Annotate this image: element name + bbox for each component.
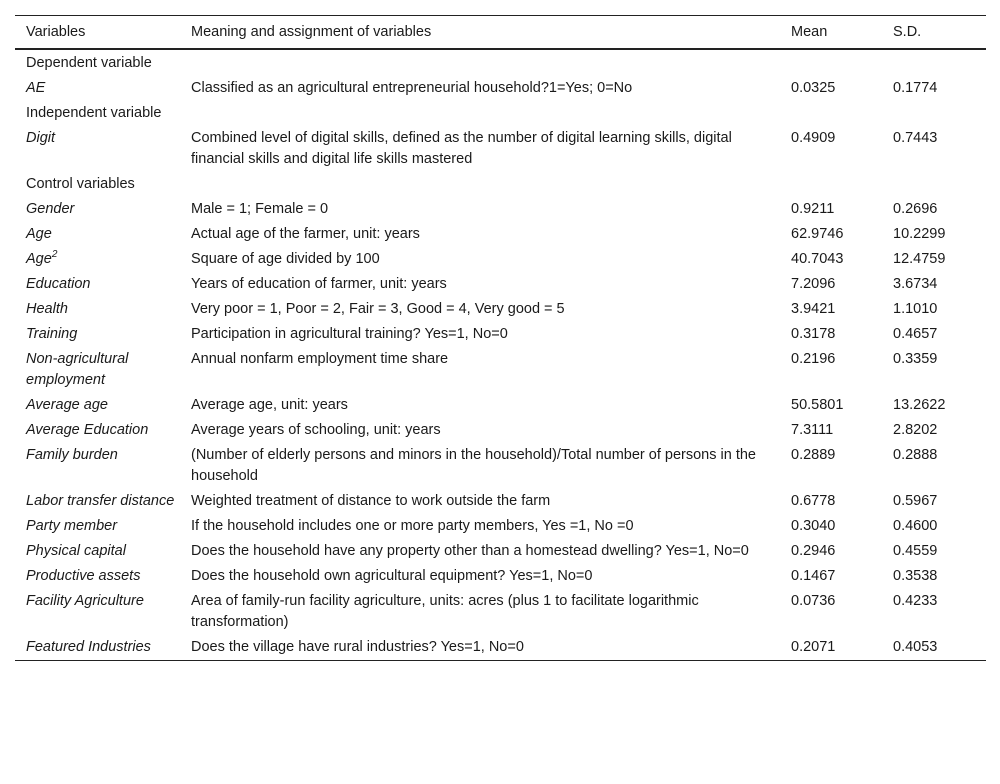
table-body bbox=[15, 49, 986, 661]
variable-name bbox=[15, 635, 180, 661]
section-row bbox=[15, 172, 986, 197]
header-row bbox=[15, 16, 986, 50]
table-row bbox=[15, 489, 986, 514]
cell-meaning: Average years of schooling, unit: years bbox=[191, 422, 441, 438]
variable-name-text: Control variables bbox=[26, 176, 135, 192]
cell-meaning: Does the household have any property other than a homestead dwelling? Yes=1, No=0 bbox=[191, 543, 749, 559]
variable-name bbox=[15, 272, 180, 297]
cell-sd: 0.4233 bbox=[893, 593, 938, 609]
cell-mean: 0.2071 bbox=[791, 639, 836, 655]
cell-mean bbox=[780, 172, 882, 197]
variable-name-text: Average age bbox=[26, 397, 108, 413]
variable-name-text: Physical capital bbox=[26, 543, 126, 559]
cell-meaning: (Number of elderly persons and minors in the household)/Total number of persons in the household bbox=[191, 447, 756, 484]
table-row bbox=[15, 347, 986, 393]
variable-name-text: Non-agricultural employment bbox=[26, 351, 129, 388]
cell-mean: 0.0736 bbox=[791, 593, 836, 609]
cell-sd: 10.2299 bbox=[893, 226, 946, 242]
cell-sd: 0.7443 bbox=[893, 130, 938, 146]
cell-sd: 0.5967 bbox=[893, 493, 938, 509]
cell-meaning: Actual age of the farmer, unit: years bbox=[191, 226, 420, 242]
cell-meaning: Square of age divided by 100 bbox=[191, 251, 380, 267]
variable-name-text: Facility Agriculture bbox=[26, 593, 144, 609]
section-label bbox=[15, 172, 180, 197]
variable-name-text: Productive assets bbox=[26, 568, 141, 584]
table-row bbox=[15, 393, 986, 418]
cell-sd: 0.2888 bbox=[893, 447, 938, 463]
table-row bbox=[15, 76, 986, 101]
variable-name bbox=[15, 197, 180, 222]
cell-meaning: Years of education of farmer, unit: years bbox=[191, 276, 447, 292]
table-row bbox=[15, 322, 986, 347]
superscript: 2 bbox=[51, 249, 58, 261]
cell-mean: 0.2889 bbox=[791, 447, 836, 463]
cell-sd: 3.6734 bbox=[893, 276, 938, 292]
cell-sd bbox=[882, 49, 986, 76]
cell-mean: 0.2946 bbox=[791, 543, 836, 559]
variable-name-text: Featured Industries bbox=[26, 639, 151, 655]
variable-name-text: Age bbox=[26, 226, 52, 242]
table-row bbox=[15, 247, 986, 272]
variable-name bbox=[15, 418, 180, 443]
variable-name bbox=[15, 589, 180, 635]
variable-name bbox=[15, 126, 180, 172]
variable-name-text: Labor transfer distance bbox=[26, 493, 175, 509]
table-row bbox=[15, 635, 986, 661]
variable-name-text: Family burden bbox=[26, 447, 118, 463]
variable-name-text: Average Education bbox=[26, 422, 149, 438]
variable-name bbox=[15, 297, 180, 322]
cell-sd: 0.4053 bbox=[893, 639, 938, 655]
variable-name bbox=[15, 247, 180, 272]
cell-mean: 0.9211 bbox=[791, 201, 835, 217]
cell-mean bbox=[780, 101, 882, 126]
cell-meaning: Annual nonfarm employment time share bbox=[191, 351, 449, 367]
section-row bbox=[15, 49, 986, 76]
cell-sd: 0.3538 bbox=[893, 568, 938, 584]
cell-sd: 0.4600 bbox=[893, 518, 938, 534]
variable-name-text: Party member bbox=[26, 518, 118, 534]
cell-sd: 0.1774 bbox=[893, 80, 938, 96]
table-row bbox=[15, 564, 986, 589]
cell-mean: 3.9421 bbox=[791, 301, 836, 317]
cell-meaning: If the household includes one or more party members, Yes =1, No =0 bbox=[191, 518, 634, 534]
cell-mean: 0.2196 bbox=[791, 351, 836, 367]
variable-name bbox=[15, 322, 180, 347]
cell-meaning: Classified as an agricultural entrepreneurial household?1=Yes; 0=No bbox=[191, 80, 633, 96]
cell-meaning bbox=[180, 172, 780, 197]
cell-sd bbox=[882, 172, 986, 197]
section-label bbox=[15, 101, 180, 126]
table-row bbox=[15, 126, 986, 172]
header-variables: Variables bbox=[26, 24, 86, 40]
section-label bbox=[15, 49, 180, 76]
variable-name-text: Training bbox=[26, 326, 78, 342]
cell-mean: 50.5801 bbox=[791, 397, 844, 413]
cell-mean bbox=[780, 49, 882, 76]
table-row bbox=[15, 539, 986, 564]
variable-name-text: Age bbox=[26, 251, 52, 267]
variable-name-text: Dependent variable bbox=[26, 55, 152, 71]
cell-mean: 0.6778 bbox=[791, 493, 836, 509]
table-row bbox=[15, 589, 986, 635]
header-sd: S.D. bbox=[893, 24, 922, 40]
header-mean: Mean bbox=[791, 24, 828, 40]
variable-name bbox=[15, 443, 180, 489]
table-row bbox=[15, 418, 986, 443]
cell-sd: 0.2696 bbox=[893, 201, 938, 217]
table-row bbox=[15, 222, 986, 247]
cell-meaning: Very poor = 1, Poor = 2, Fair = 3, Good = 4, Very good = 5 bbox=[191, 301, 565, 317]
cell-meaning: Combined level of digital skills, defined as the number of digital learning skills, digital financial skills and digital life skills mastered bbox=[191, 130, 732, 167]
table-row bbox=[15, 443, 986, 489]
cell-mean: 0.3040 bbox=[791, 518, 836, 534]
cell-sd: 12.4759 bbox=[893, 251, 946, 267]
variable-name bbox=[15, 489, 180, 514]
cell-meaning: Average age, unit: years bbox=[191, 397, 348, 413]
cell-meaning: Does the household own agricultural equipment? Yes=1, No=0 bbox=[191, 568, 593, 584]
table-row bbox=[15, 272, 986, 297]
cell-mean: 62.9746 bbox=[791, 226, 844, 242]
variable-name bbox=[15, 393, 180, 418]
variable-name-text: Digit bbox=[26, 130, 56, 146]
cell-meaning: Male = 1; Female = 0 bbox=[191, 201, 329, 217]
variable-name bbox=[15, 564, 180, 589]
table-row bbox=[15, 514, 986, 539]
cell-meaning: Participation in agricultural training? Yes=1, No=0 bbox=[191, 326, 508, 342]
cell-meaning bbox=[180, 49, 780, 76]
variable-name-text: Health bbox=[26, 301, 68, 317]
cell-sd: 0.3359 bbox=[893, 351, 938, 367]
cell-sd: 13.2622 bbox=[893, 397, 946, 413]
cell-meaning: Area of family-run facility agriculture, units: acres (plus 1 to facilitate logarithmic transformation) bbox=[191, 593, 699, 630]
cell-mean: 0.1467 bbox=[791, 568, 836, 584]
section-row bbox=[15, 101, 986, 126]
header-meaning: Meaning and assignment of variables bbox=[191, 24, 432, 40]
variable-name bbox=[15, 347, 180, 393]
variables-table bbox=[15, 15, 986, 661]
cell-meaning bbox=[180, 101, 780, 126]
cell-meaning: Weighted treatment of distance to work outside the farm bbox=[191, 493, 551, 509]
table-row bbox=[15, 197, 986, 222]
cell-mean: 7.3111 bbox=[791, 422, 834, 438]
cell-sd: 2.8202 bbox=[893, 422, 938, 438]
cell-sd: 1.1010 bbox=[893, 301, 938, 317]
variable-name bbox=[15, 539, 180, 564]
variable-name bbox=[15, 514, 180, 539]
variable-name-text: Independent variable bbox=[26, 105, 162, 121]
cell-mean: 7.2096 bbox=[791, 276, 836, 292]
cell-mean: 0.0325 bbox=[791, 80, 836, 96]
table-row bbox=[15, 297, 986, 322]
cell-sd bbox=[882, 101, 986, 126]
variable-name-text: AE bbox=[26, 80, 46, 96]
cell-meaning: Does the village have rural industries? Yes=1, No=0 bbox=[191, 639, 524, 655]
cell-mean: 40.7043 bbox=[791, 251, 844, 267]
cell-mean: 0.3178 bbox=[791, 326, 836, 342]
variable-name-text: Gender bbox=[26, 201, 75, 217]
cell-mean: 0.4909 bbox=[791, 130, 836, 146]
cell-sd: 0.4559 bbox=[893, 543, 938, 559]
cell-sd: 0.4657 bbox=[893, 326, 938, 342]
variable-name bbox=[15, 76, 180, 101]
variable-name-text: Education bbox=[26, 276, 91, 292]
variable-name bbox=[15, 222, 180, 247]
